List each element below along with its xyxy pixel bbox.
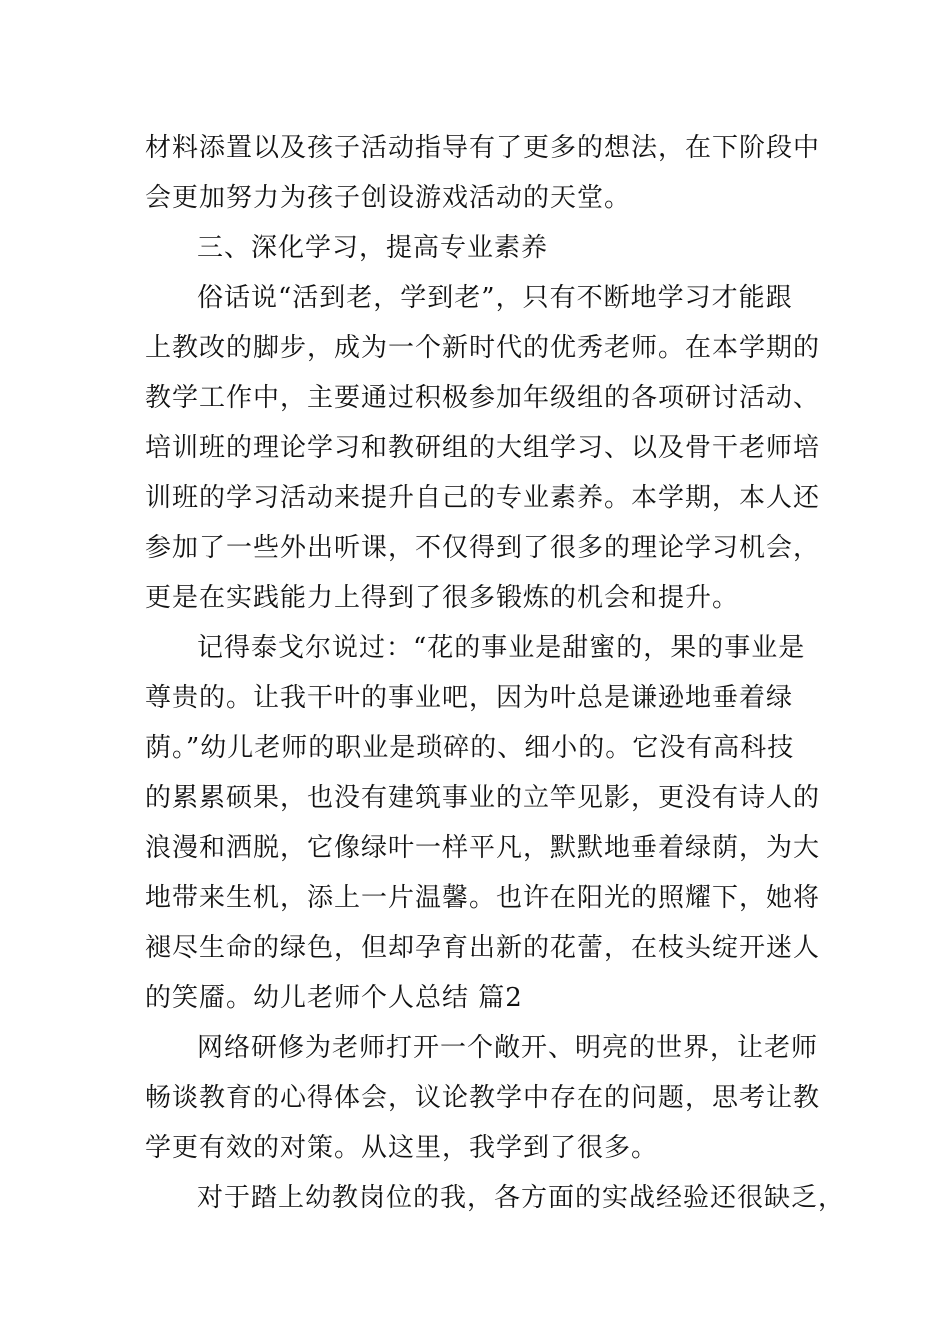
text-line: 参加了一些外出听课，不仅得到了很多的理论学习机会， xyxy=(145,533,821,563)
text-line: 材料添置以及孩子活动指导有了更多的想法，在下阶段中 xyxy=(145,133,821,163)
text-line: 学更有效的对策。从这里，我学到了很多。 xyxy=(145,1133,659,1163)
text-line: 畅谈教育的心得体会，议论教学中存在的问题，思考让教 xyxy=(145,1083,821,1113)
text-line: 上教改的脚步，成为一个新时代的优秀老师。在本学期的 xyxy=(145,333,821,363)
text-line: 褪尽生命的绿色，但却孕育出新的花蕾，在枝头绽开迷人 xyxy=(145,933,821,963)
section-heading: 三、深化学习，提高专业素养 xyxy=(197,233,549,263)
text-line: 教学工作中，主要通过积极参加年级组的各项研讨活动、 xyxy=(145,383,821,413)
text-line: 培训班的理论学习和教研组的大组学习、以及骨干老师培 xyxy=(145,433,821,463)
document-page xyxy=(145,123,846,1223)
paragraph-start: 对于踏上幼教岗位的我，各方面的实战经验还很缺乏， xyxy=(197,1183,846,1213)
text-line: 浪漫和洒脱，它像绿叶一样平凡，默默地垂着绿荫，为大 xyxy=(145,833,821,863)
text-line: 训班的学习活动来提升自己的专业素养。本学期，本人还 xyxy=(145,483,821,513)
paragraph-start: 记得泰戈尔说过：“花的事业是甜蜜的，果的事业是 xyxy=(197,633,806,663)
text-line: 荫。”幼儿老师的职业是琐碎的、细小的。它没有高科技 xyxy=(145,733,795,763)
paragraph-start: 俗话说“活到老，学到老”，只有不断地学习才能跟 xyxy=(197,283,793,313)
text-line: 会更加努力为孩子创设游戏活动的天堂。 xyxy=(145,183,632,213)
text-line: 尊贵的。让我干叶的事业吧，因为叶总是谦逊地垂着绿 xyxy=(145,683,794,713)
text-line: 更是在实践能力上得到了很多锻炼的机会和提升。 xyxy=(145,583,740,613)
text-line: 的笑靥。幼儿老师个人总结 篇2 xyxy=(145,983,523,1013)
paragraph-start: 网络研修为老师打开一个敞开、明亮的世界，让老师 xyxy=(197,1033,819,1063)
text-line: 的累累硕果，也没有建筑事业的立竿见影，更没有诗人的 xyxy=(145,783,821,813)
text-line: 地带来生机，添上一片温馨。也许在阳光的照耀下，她将 xyxy=(145,883,821,913)
